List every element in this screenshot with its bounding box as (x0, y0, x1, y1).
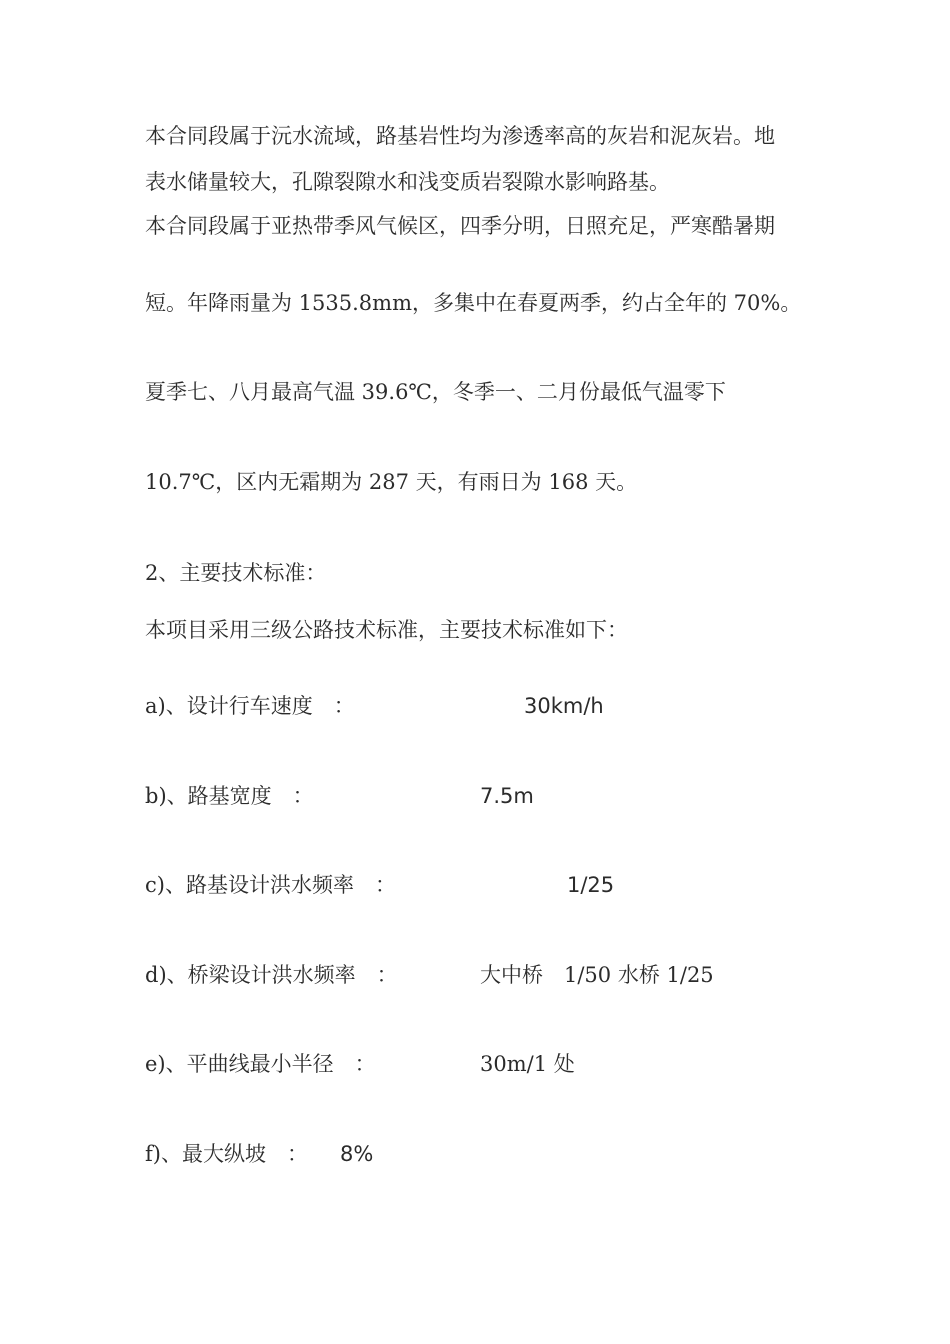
standard-label: a)、设计行车速度 ： (145, 694, 355, 718)
paragraph-geology-line-1: 本合同段属于沅水流域，路基岩性均为渗透率高的灰岩和泥灰岩。地 (145, 124, 775, 148)
standard-value: 8% (340, 1142, 374, 1166)
standard-item-width (145, 781, 845, 811)
paragraph-climate-line-4: 10.7℃，区内无霜期为 287 天，有雨日为 168 天。 (145, 470, 638, 494)
paragraph-climate-line-1: 本合同段属于亚热带季风气候区，四季分明，日照充足，严寒酷暑期 (145, 214, 775, 238)
paragraph-climate-line-2: 短。年降雨量为 1535.8mm，多集中在春夏两季，约占全年的 70%。 (145, 291, 802, 315)
standard-value: 大中桥 1/50 水桥 1/25 (480, 963, 714, 987)
standard-value: 1/25 (567, 873, 615, 897)
standard-item-curve-radius (145, 1049, 845, 1079)
paragraph-geology-line-2: 表水储量较大，孔隙裂隙水和浅变质岩裂隙水影响路基。 (145, 170, 670, 194)
section-intro: 本项目采用三级公路技术标准，主要技术标准如下： (145, 618, 628, 642)
standard-label: f)、最大纵坡 ： (145, 1142, 308, 1166)
standard-item-bridge-flood (145, 960, 845, 990)
standard-item-speed (145, 691, 845, 721)
standard-item-max-grade (145, 1139, 845, 1169)
standard-label: e)、平曲线最小半径 ： (145, 1052, 376, 1076)
standard-label: d)、桥梁设计洪水频率 ： (145, 963, 398, 987)
standard-value: 30km/h (524, 694, 604, 718)
paragraph-climate-line-3: 夏季七、八月最高气温 39.6℃，冬季一、二月份最低气温零下 (145, 380, 726, 404)
standard-value: 7.5m (480, 784, 534, 808)
standard-label: b)、路基宽度 ： (145, 784, 314, 808)
standard-label: c)、路基设计洪水频率 ： (145, 873, 396, 897)
standard-value: 30m/1 处 (480, 1052, 575, 1076)
standard-item-subgrade-flood (145, 870, 845, 900)
section-heading: 2、主要技术标准： (145, 561, 327, 585)
